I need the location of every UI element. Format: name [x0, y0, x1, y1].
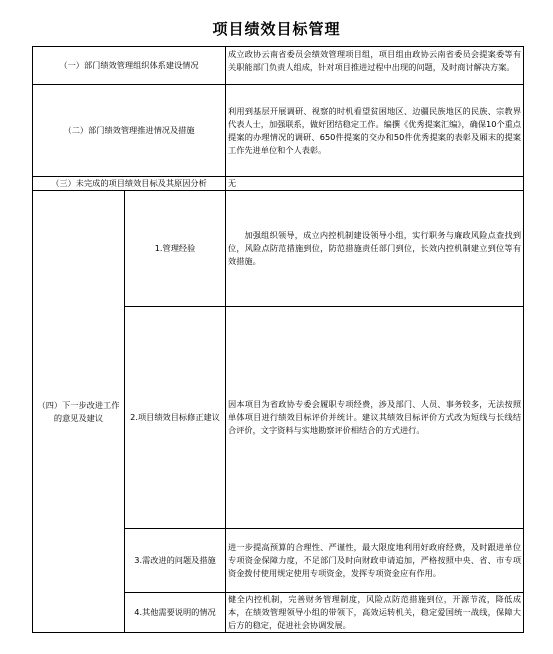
- table-row: [33, 177, 524, 191]
- sub-label-target-revision: 2.项目绩效目标修正建议: [125, 307, 226, 529]
- row-content-unfinished: 无: [226, 177, 524, 191]
- row-label-improvement: （四）下一步改进工作的意见及建议: [33, 191, 125, 633]
- row-label-unfinished: （三）未完成的项目绩效目标及其原因分析: [33, 177, 226, 191]
- performance-table-container: [32, 46, 523, 633]
- sub-content-other-notes: 健全内控机制，完善财务管理制度，风险点防范措施到位，开源节流，降低成本，在绩效管理领导小组的带领下，高效运转机关，稳定爱国统一战线，保障大后方的稳定，促进社会协调发展。: [226, 593, 524, 633]
- table-row: [33, 85, 524, 177]
- sub-label-management-experience: 1.管理经验: [125, 191, 226, 307]
- sub-content-target-revision: 因本项目为省政协专委会履职专项经费，涉及部门、人员、事务较多，无法按照单体项目进行绩效目标评价并统计。建议其绩效目标评价方式改为短线与长线结合评价，文字资料与实地勘察评价相结合的方式进行。: [226, 307, 524, 529]
- performance-table: [32, 46, 524, 633]
- sub-content-management-experience: 加强组织领导，成立内控机制建设领导小组，实行职务与廉政风险点查找到位，风险点防范措施到位，防范措施责任部门到位，长效内控机制建立到位等有效措施。: [226, 191, 524, 307]
- row-content-org-system: 成立政协云南省委员会绩效管理项目组，项目组由政协云南省委员会提案委等有关职能部门负责人组成，针对项目推进过程中出现的问题，及时商讨解决方案。: [226, 47, 524, 85]
- row-label-org-system: （一）部门绩效管理组织体系建设情况: [33, 47, 226, 85]
- sub-label-issues-measures: 3.需改进的问题及措施: [125, 529, 226, 593]
- sub-content-issues-measures: 进一步提高预算的合理性、严谨性，最大限度地利用好政府经费，及时跟进单位专项资金保障力度，不足部门及时向财政申请追加，严格按照中央、省、市专项资金拨付使用规定使用专项资金，发挥专项资金应有作用。: [226, 529, 524, 593]
- row-label-progress: （二）部门绩效管理推进情况及措施: [33, 85, 226, 177]
- sub-label-other-notes: 4.其他需要说明的情况: [125, 593, 226, 633]
- page-title: 项目绩效目标管理: [212, 20, 341, 38]
- row-content-progress: 利用到基层开展调研、视察的时机看望贫困地区、边疆民族地区的民族、宗教界代表人士，加强联系，做好团结稳定工作。编撰《优秀提案汇编》，确保10个重点提案的办理情况的调研、650件提案的交办和50件优秀提案的表彰及厢末的提案工作先进单位和个人表彰。: [226, 85, 524, 177]
- table-row: [33, 191, 524, 307]
- table-row: [33, 47, 524, 85]
